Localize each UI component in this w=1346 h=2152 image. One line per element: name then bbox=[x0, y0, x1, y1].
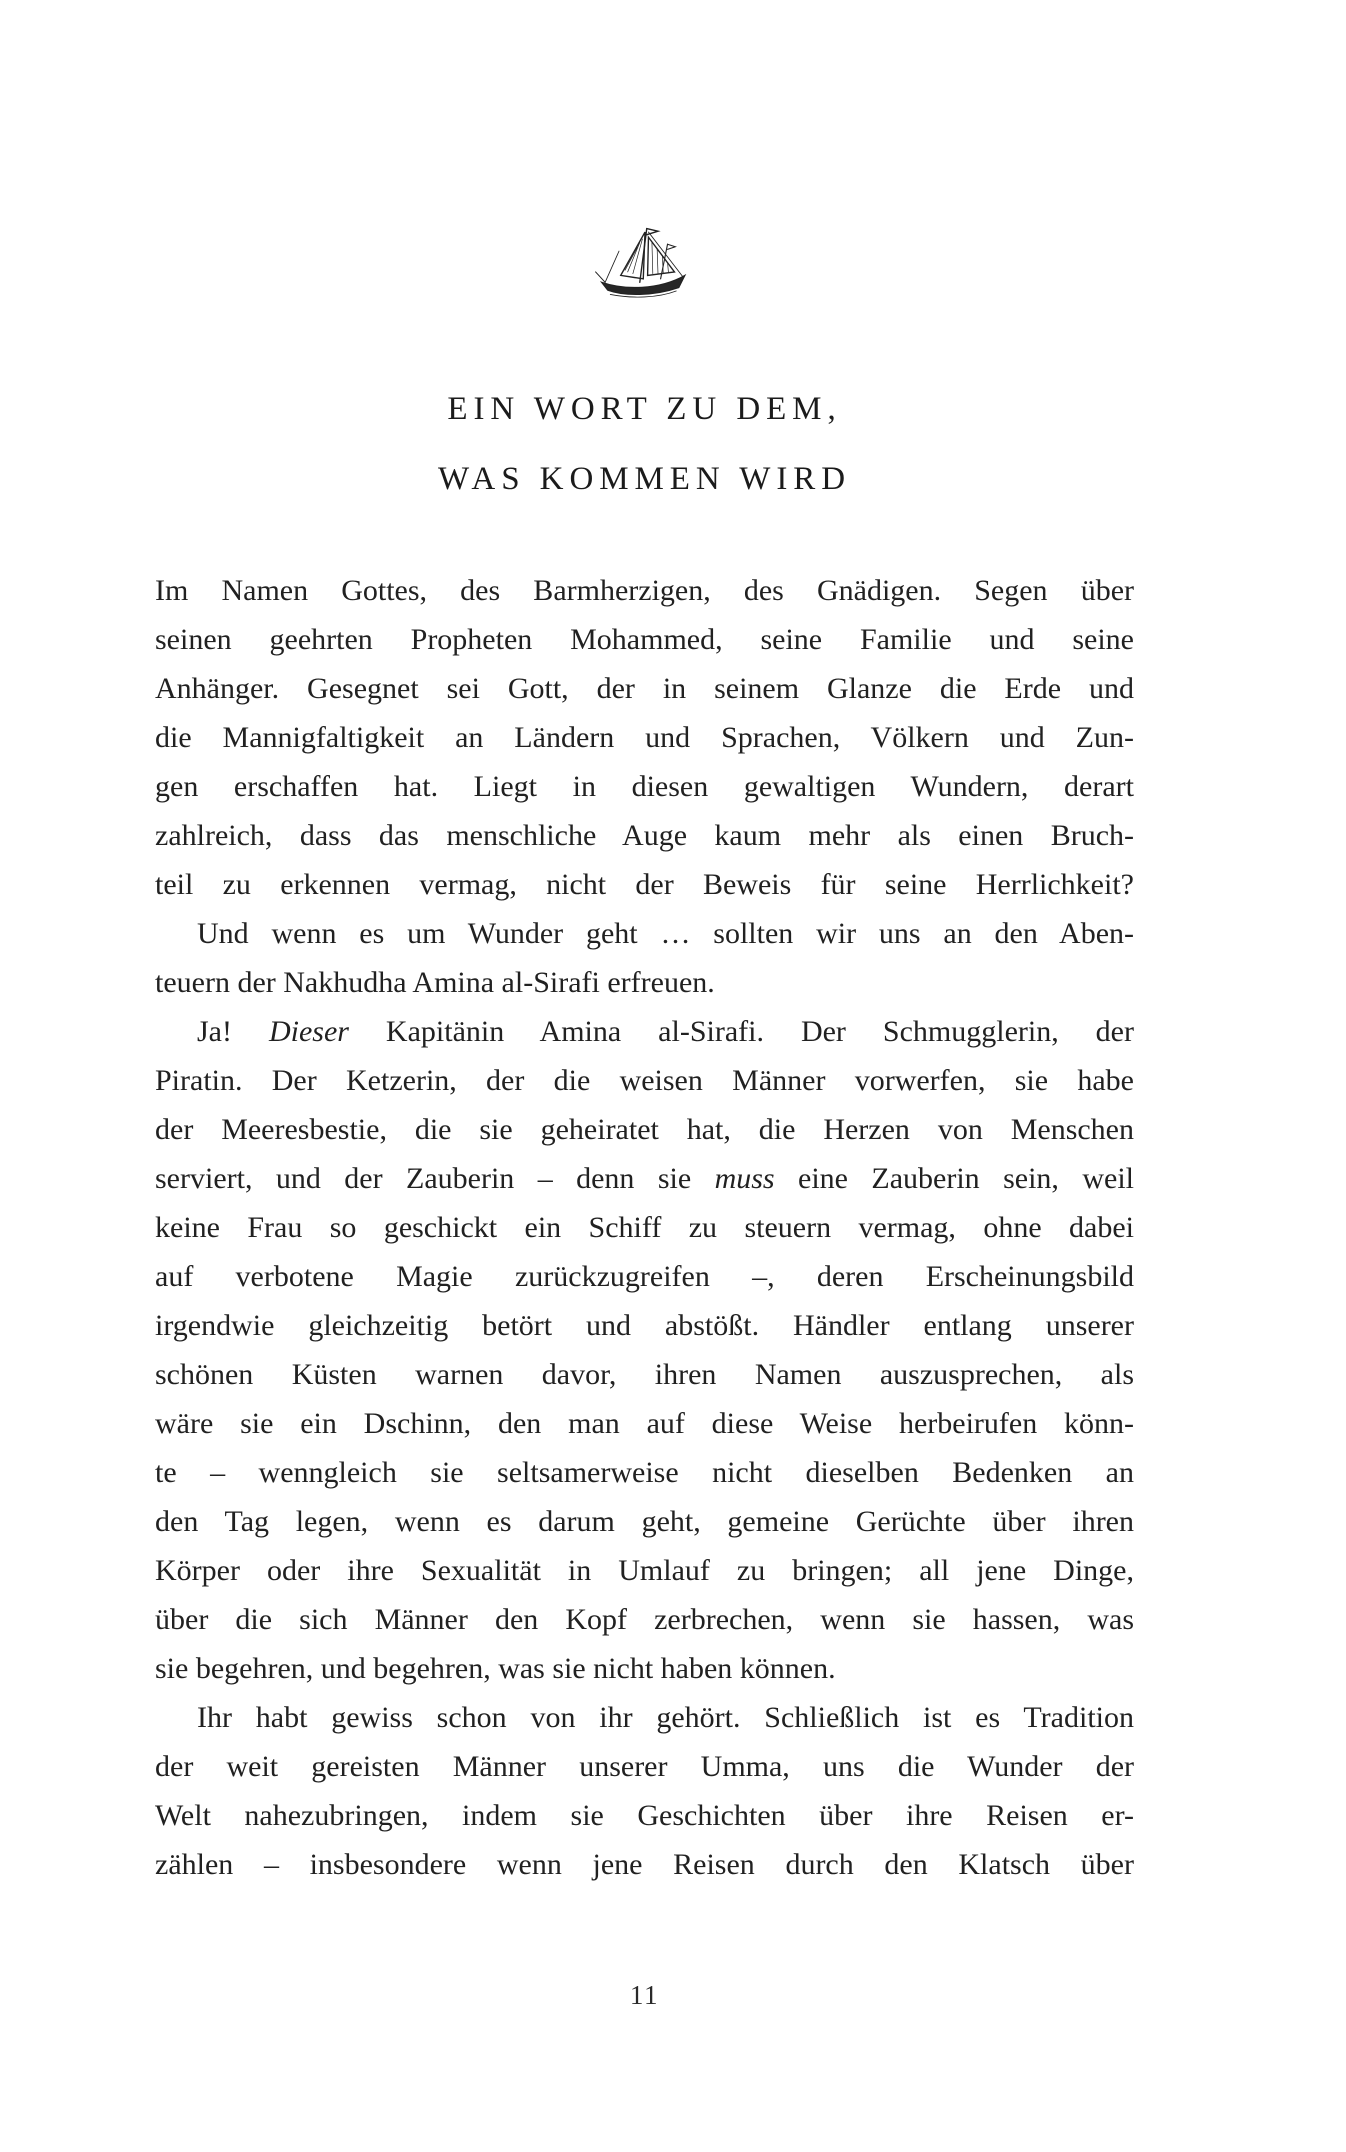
text-line: sie begehren, und begehren, was sie nicht haben können. bbox=[155, 1652, 836, 1685]
text-line: Körper oder ihre Sexualität in Umlauf zu bringen; all jene Dinge, bbox=[155, 1554, 1134, 1587]
text-line: Anhänger. Gesegnet sei Gott, der in seinem Glanze die Erde und bbox=[155, 672, 1134, 705]
text-line: Und wenn es um Wunder geht … sollten wir uns an den Aben- bbox=[197, 917, 1134, 950]
text-line: zählen – insbesondere wenn jene Reisen durch den Klatsch über bbox=[155, 1848, 1134, 1881]
paragraph bbox=[155, 1693, 1134, 1889]
chapter-ornament bbox=[155, 220, 1134, 315]
text-line: Welt nahezubringen, indem sie Geschichten über ihre Reisen er- bbox=[155, 1799, 1134, 1832]
text-line: die Mannigfaltigkeit an Ländern und Sprachen, Völkern und Zun- bbox=[155, 721, 1134, 754]
text-line: Ihr habt gewiss schon von ihr gehört. Schließlich ist es Tradition bbox=[197, 1701, 1134, 1734]
text-line: Ja! Dieser Kapitänin Amina al-Sirafi. Der Schmugglerin, der bbox=[197, 1015, 1134, 1048]
text-line: den Tag legen, wenn es darum geht, gemeine Gerüchte über ihren bbox=[155, 1505, 1134, 1538]
text-line: über die sich Männer den Kopf zerbrechen, wenn sie hassen, was bbox=[155, 1603, 1134, 1636]
paragraph bbox=[155, 1007, 1134, 1693]
text-line: Im Namen Gottes, des Barmherzigen, des Gnädigen. Segen über bbox=[155, 574, 1134, 607]
text-line: keine Frau so geschickt ein Schiff zu steuern vermag, ohne dabei bbox=[155, 1211, 1134, 1244]
chapter-heading-line-1: EIN WORT ZU DEM, bbox=[447, 391, 842, 427]
text-line: schönen Küsten warnen davor, ihren Namen auszusprechen, als bbox=[155, 1358, 1134, 1391]
text-line: Piratin. Der Ketzerin, der die weisen Männer vorwerfen, sie habe bbox=[155, 1064, 1134, 1097]
text-line: teuern der Nakhudha Amina al-Sirafi erfreuen. bbox=[155, 966, 715, 999]
text-line: auf verbotene Magie zurückzugreifen –, deren Erscheinungsbild bbox=[155, 1260, 1134, 1293]
text-line: gen erschaffen hat. Liegt in diesen gewaltigen Wundern, derart bbox=[155, 770, 1134, 803]
paragraph bbox=[155, 566, 1134, 909]
text-line: te – wenngleich sie seltsamerweise nicht dieselben Bedenken an bbox=[155, 1456, 1134, 1489]
text-line: serviert, und der Zauberin – denn sie muss eine Zauberin sein, weil bbox=[155, 1162, 1134, 1195]
chapter-heading-line-2: WAS KOMMEN WIRD bbox=[438, 461, 851, 497]
text-line: zahlreich, dass das menschliche Auge kaum mehr als einen Bruch- bbox=[155, 819, 1134, 852]
text-line: irgendwie gleichzeitig betört und abstößt. Händler entlang unserer bbox=[155, 1309, 1134, 1342]
page-number: 11 bbox=[629, 1980, 660, 2010]
paragraph bbox=[155, 909, 1134, 1007]
text-line: der weit gereisten Männer unserer Umma, uns die Wunder der bbox=[155, 1750, 1134, 1783]
text-line: wäre sie ein Dschinn, den man auf diese Weise herbeirufen könn- bbox=[155, 1407, 1134, 1440]
text-line: teil zu erkennen vermag, nicht der Beweis für seine Herrlichkeit? bbox=[155, 868, 1134, 901]
text-line: seinen geehrten Propheten Mohammed, seine Familie und seine bbox=[155, 623, 1134, 656]
chapter-heading bbox=[155, 374, 1134, 514]
text-line: der Meeresbestie, die sie geheiratet hat, die Herzen von Menschen bbox=[155, 1113, 1134, 1146]
body-text bbox=[155, 566, 1134, 1889]
dhow-sailboat-icon bbox=[593, 220, 697, 310]
